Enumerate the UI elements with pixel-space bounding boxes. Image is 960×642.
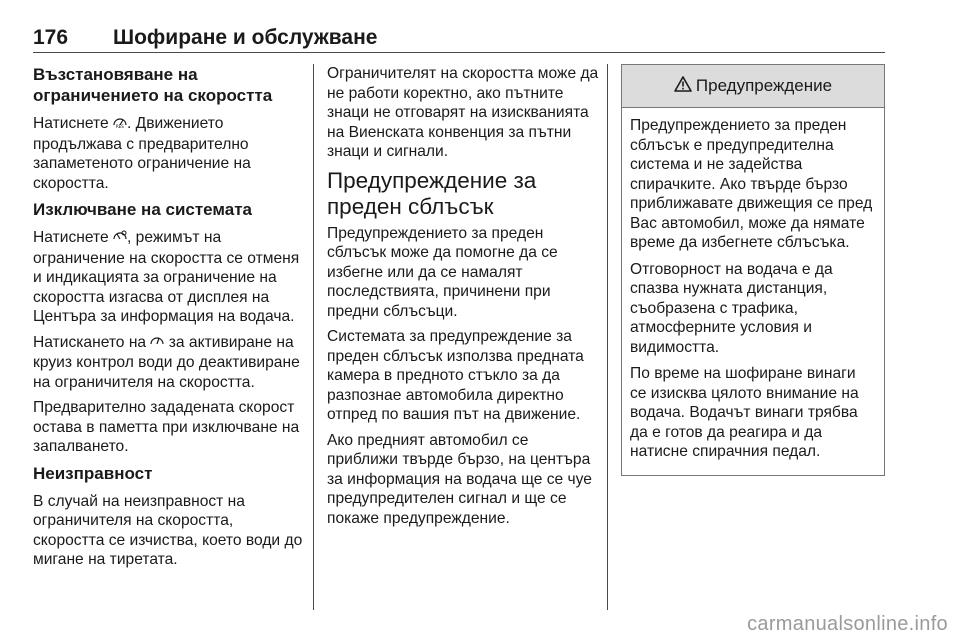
resume-button-icon [113,117,127,131]
speed-limiter-off-icon [113,231,127,245]
paragraph-fca-2: Системата за предупреждение за преден сблъсък използва предната камера в предното стъкло за да разпознае автомобила директно отпред по вашия път на движение. [327,328,584,423]
column-divider [607,64,608,610]
warning-box [621,64,885,476]
page-header [33,26,885,53]
heading-system-off: Изключване на системата [33,200,252,219]
column-divider [313,64,314,610]
paragraph-system-off: Натиснете , режимът на ограничение на скоростта се отменя и индикацията за ограничение на скоростта изгасва от дисплея на Центъра за информация на водача. [33,229,300,325]
chapter-title: Шофиране и обслужване [113,26,378,49]
paragraph-limiter-continued: Ограничителят на скоростта може да не работи коректно, ако пътните знаци не отговарят на изискванията на Виенската конвенция за пътни знаци и сигнали. [327,65,599,160]
svg-text:RES: RES [115,124,124,128]
paragraph-cruise-press: Натискането на за активиране на круиз контрол води до деактивиране на ограничителя на скоростта. [33,333,300,391]
warning-paragraph-3: По време на шофиране винаги се изисква цялото внимание на водача. Водачът винаги трябва да е готов да реагира и да натисне спирачния педал. [630,365,859,460]
paragraph-fca-3: Ако предният автомобил се приближи твърде бързо, на центъра за информация на водача ще се чуе предупредителен сигнал и ще се покаже предупреждение. [327,431,592,527]
column-left [33,64,305,576]
warning-header [622,65,884,108]
warning-paragraph-2: Отговорност на водача е да спазва нужната дистанция, съобразена с трафика, атмосферните условия и видимостта. [630,260,833,356]
heading-fault: Неизправност [33,463,153,483]
paragraph-fca-1: Предупреждението за преден сблъсък може да помогне да се избегне или да се намалят последствията, причинени при предни сблъсъци. [327,224,558,320]
cruise-control-icon [150,336,164,350]
warning-paragraph-1: Предупреждението за преден сблъсък е предупредителна система и не задейства спирачките. Ако твърде бързо приближавате движещия се пред Вас автомобил, може да нямате време да избегнете сблъсъка. [630,117,873,251]
paragraph-restore: Натиснете RES . Движението продължава с предварително запаметеното ограничение на скоростта. [33,115,251,192]
warning-triangle-icon [674,76,692,97]
heading-restore-speed-limit: Възстановяване на ограничението на скоростта [33,65,273,105]
warning-body [622,108,884,475]
paragraph-saved-speed: Предварително зададената скорост остава в паметта при изключване на запалването. [33,399,300,455]
paragraph-fault: В случай на неизправност на ограничителя на скоростта, скоростта се изчиства, което води до мигане на тиретата. [33,492,303,568]
heading-forward-collision-alert: Предупреждение за преден сблъсък [327,167,537,219]
column-right [621,64,885,476]
column-middle [327,64,599,534]
watermark: carmanualsonline.info [747,613,948,635]
page-number: 176 [33,26,69,49]
warning-title: Предупреждение [695,76,833,96]
